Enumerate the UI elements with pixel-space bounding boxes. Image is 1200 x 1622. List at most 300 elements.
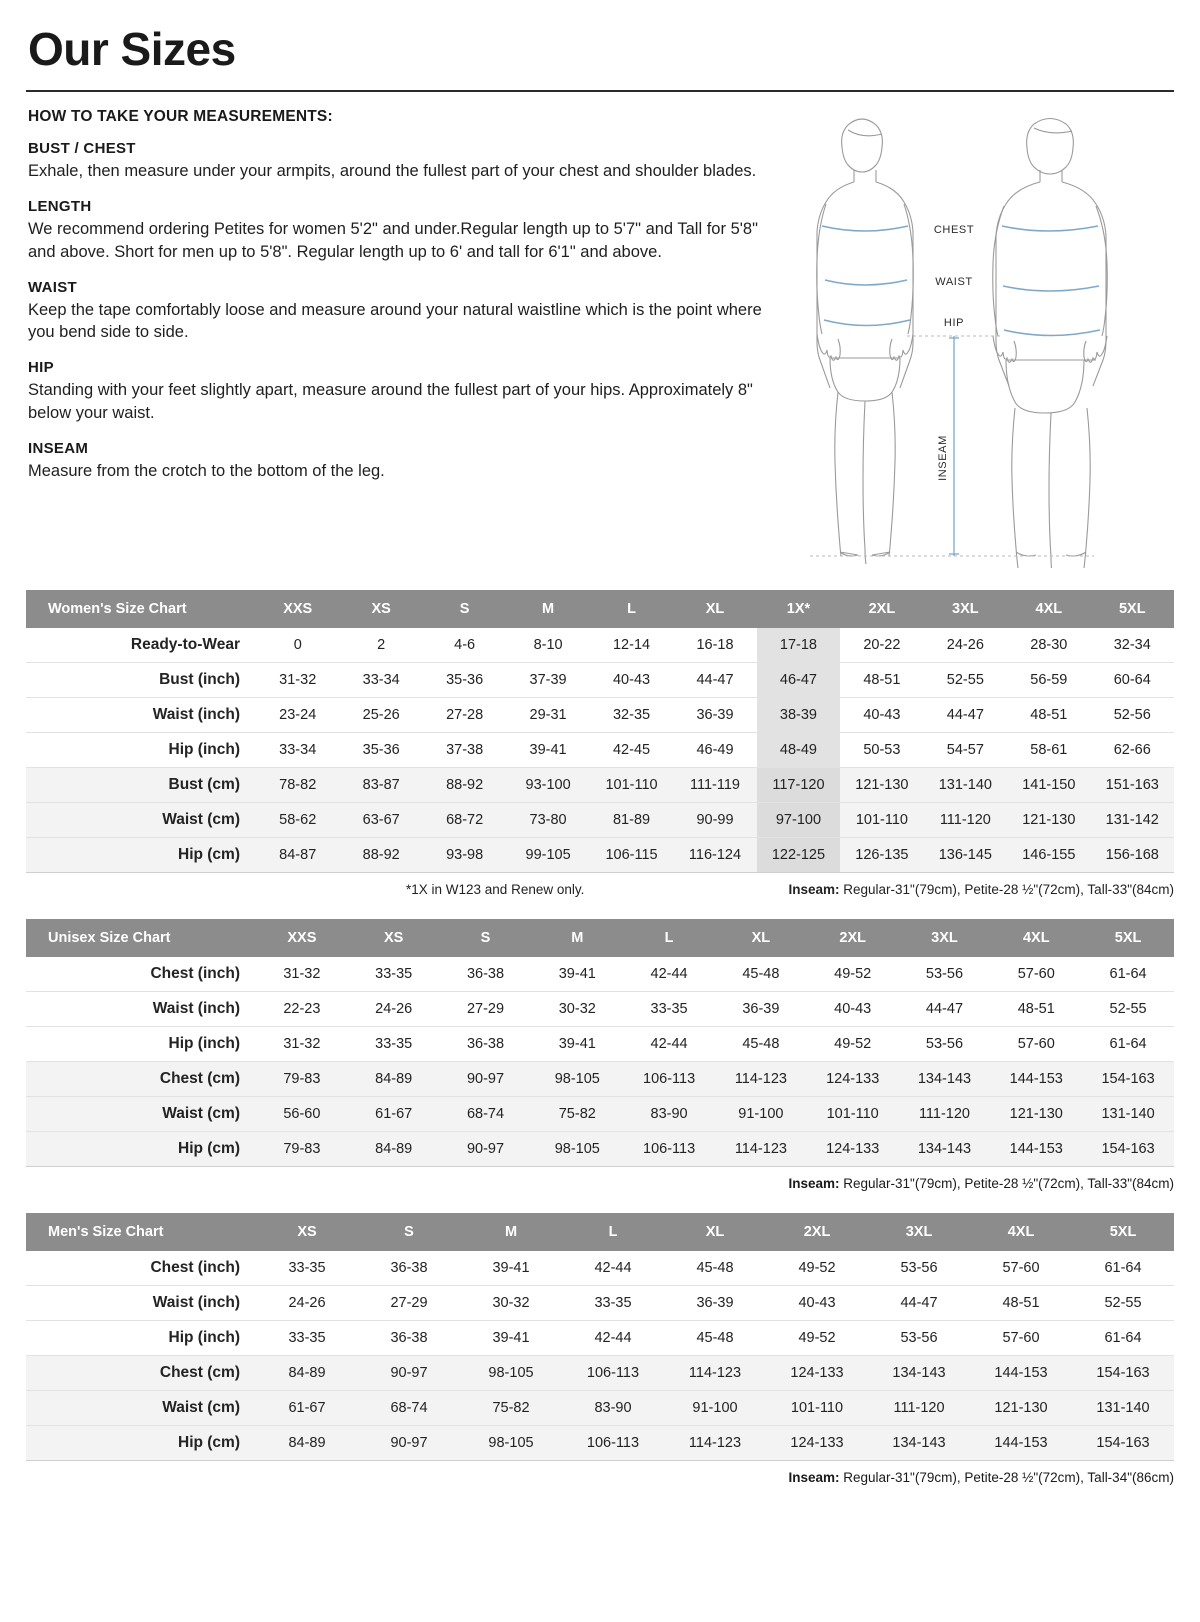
label-inseam: INSEAM xyxy=(937,435,949,481)
cell: 24-26 xyxy=(256,1286,358,1321)
table-row xyxy=(26,1097,1174,1132)
cell: 32-35 xyxy=(590,698,673,733)
figures-svg xyxy=(794,108,1174,568)
cell: 16-18 xyxy=(673,628,756,663)
col-header-m: M xyxy=(531,919,623,957)
inseam-note-label: Inseam: xyxy=(788,1176,840,1191)
table-row xyxy=(26,1286,1174,1321)
section-body-hip: Standing with your feet slightly apart, measure around the fullest part of your hips. Approximately 8" below your waist. xyxy=(28,381,753,422)
row-label: Waist (inch) xyxy=(26,1286,256,1321)
cell: 73-80 xyxy=(506,803,589,838)
cell: 37-39 xyxy=(506,663,589,698)
cell: 33-35 xyxy=(562,1286,664,1321)
cell: 93-98 xyxy=(423,838,506,873)
cell: 44-47 xyxy=(924,698,1007,733)
cell: 98-105 xyxy=(460,1426,562,1461)
cell: 75-82 xyxy=(531,1097,623,1132)
cell: 101-110 xyxy=(766,1391,868,1426)
measurement-instructions xyxy=(26,108,786,482)
cell: 24-26 xyxy=(348,992,440,1027)
cell: 31-32 xyxy=(256,663,339,698)
col-header-5xl: 5XL xyxy=(1072,1213,1174,1251)
row-label: Waist (cm) xyxy=(26,803,256,838)
cell: 39-41 xyxy=(460,1321,562,1356)
mens-size-chart-block xyxy=(26,1213,1174,1485)
col-header-title: Women's Size Chart xyxy=(26,590,256,628)
cell: 52-55 xyxy=(1082,992,1174,1027)
cell: 136-145 xyxy=(924,838,1007,873)
table-row xyxy=(26,1321,1174,1356)
cell: 45-48 xyxy=(664,1321,766,1356)
table-row xyxy=(26,992,1174,1027)
cell: 57-60 xyxy=(970,1321,1072,1356)
cell: 53-56 xyxy=(868,1321,970,1356)
cell: 39-41 xyxy=(506,733,589,768)
cell: 131-140 xyxy=(924,768,1007,803)
womens-table-notes xyxy=(26,882,1174,897)
cell: 154-163 xyxy=(1072,1356,1174,1391)
col-header-4xl: 4XL xyxy=(990,919,1082,957)
cell: 25-26 xyxy=(339,698,422,733)
inseam-line xyxy=(949,336,959,556)
row-label: Chest (cm) xyxy=(26,1356,256,1391)
cell: 111-120 xyxy=(924,803,1007,838)
table-row xyxy=(26,663,1174,698)
cell: 17-18 xyxy=(757,628,840,663)
table-row xyxy=(26,1426,1174,1461)
cell: 124-133 xyxy=(807,1132,899,1167)
cell: 33-35 xyxy=(256,1251,358,1286)
cell: 44-47 xyxy=(673,663,756,698)
col-header-m: M xyxy=(460,1213,562,1251)
cell: 48-51 xyxy=(840,663,923,698)
intro-section xyxy=(26,108,1174,568)
cell: 114-123 xyxy=(664,1426,766,1461)
section-title-length: LENGTH xyxy=(28,198,92,216)
row-label: Waist (cm) xyxy=(26,1097,256,1132)
cell: 40-43 xyxy=(590,663,673,698)
cell: 46-49 xyxy=(673,733,756,768)
cell: 2 xyxy=(339,628,422,663)
cell: 111-119 xyxy=(673,768,756,803)
table-row xyxy=(26,1132,1174,1167)
cell: 58-62 xyxy=(256,803,339,838)
cell: 27-28 xyxy=(423,698,506,733)
cell: 29-31 xyxy=(506,698,589,733)
row-label: Hip (inch) xyxy=(26,1321,256,1356)
cell: 124-133 xyxy=(807,1062,899,1097)
cell: 40-43 xyxy=(766,1286,868,1321)
col-header-l: L xyxy=(562,1213,664,1251)
title-divider xyxy=(26,90,1174,92)
section-title-waist: WAIST xyxy=(28,278,77,296)
cell: 144-153 xyxy=(990,1062,1082,1097)
cell: 62-66 xyxy=(1091,733,1174,768)
col-header-title: Unisex Size Chart xyxy=(26,919,256,957)
row-label: Chest (cm) xyxy=(26,1062,256,1097)
cell: 79-83 xyxy=(256,1062,348,1097)
cell: 45-48 xyxy=(664,1251,766,1286)
table-header-row xyxy=(26,590,1174,628)
cell: 42-44 xyxy=(562,1321,664,1356)
cell: 90-97 xyxy=(358,1356,460,1391)
row-label: Waist (cm) xyxy=(26,1391,256,1426)
cell: 61-67 xyxy=(348,1097,440,1132)
page-title: Our Sizes xyxy=(28,23,236,75)
cell: 90-97 xyxy=(440,1062,532,1097)
cell: 36-39 xyxy=(715,992,807,1027)
col-header-l: L xyxy=(590,590,673,628)
cell: 61-64 xyxy=(1072,1251,1174,1286)
cell: 35-36 xyxy=(339,733,422,768)
cell: 35-36 xyxy=(423,663,506,698)
cell: 48-51 xyxy=(1007,698,1090,733)
cell: 156-168 xyxy=(1091,838,1174,873)
table-row xyxy=(26,1062,1174,1097)
cell: 134-143 xyxy=(868,1426,970,1461)
cell: 126-135 xyxy=(840,838,923,873)
cell: 31-32 xyxy=(256,957,348,992)
cell: 144-153 xyxy=(990,1132,1082,1167)
section-body-length: We recommend ordering Petites for women 5'2" and under.Regular length up to 5'7" and Tall for 5'8" and above. Short for men up to 5'8". Regular length up to 6' and tall for 6'1" and above. xyxy=(28,220,758,261)
row-label: Waist (inch) xyxy=(26,698,256,733)
col-header-xxs: XXS xyxy=(256,590,339,628)
table-row xyxy=(26,1251,1174,1286)
cell: 79-83 xyxy=(256,1132,348,1167)
cell: 22-23 xyxy=(256,992,348,1027)
cell: 98-105 xyxy=(531,1132,623,1167)
cell: 146-155 xyxy=(1007,838,1090,873)
cell: 114-123 xyxy=(715,1132,807,1167)
cell: 32-34 xyxy=(1091,628,1174,663)
label-chest: CHEST xyxy=(933,224,975,236)
cell: 75-82 xyxy=(460,1391,562,1426)
cell: 91-100 xyxy=(715,1097,807,1132)
cell: 52-55 xyxy=(1072,1286,1174,1321)
cell: 45-48 xyxy=(715,957,807,992)
cell: 111-120 xyxy=(868,1391,970,1426)
cell: 144-153 xyxy=(970,1356,1072,1391)
col-header-1x: 1X* xyxy=(757,590,840,628)
cell: 106-115 xyxy=(590,838,673,873)
cell: 52-56 xyxy=(1091,698,1174,733)
table-row xyxy=(26,768,1174,803)
table-row xyxy=(26,1027,1174,1062)
male-figure xyxy=(993,119,1108,569)
cell: 61-64 xyxy=(1072,1321,1174,1356)
cell: 121-130 xyxy=(840,768,923,803)
cell: 33-34 xyxy=(256,733,339,768)
col-header-title: Men's Size Chart xyxy=(26,1213,256,1251)
col-header-xl: XL xyxy=(715,919,807,957)
cell: 134-143 xyxy=(899,1062,991,1097)
cell: 57-60 xyxy=(990,1027,1082,1062)
label-waist: WAIST xyxy=(935,276,973,288)
cell: 39-41 xyxy=(531,1027,623,1062)
row-label: Hip (inch) xyxy=(26,1027,256,1062)
cell: 90-97 xyxy=(440,1132,532,1167)
cell: 84-89 xyxy=(256,1356,358,1391)
cell: 84-89 xyxy=(256,1426,358,1461)
col-header-3xl: 3XL xyxy=(868,1213,970,1251)
cell: 57-60 xyxy=(970,1251,1072,1286)
cell: 58-61 xyxy=(1007,733,1090,768)
cell: 154-163 xyxy=(1082,1132,1174,1167)
cell: 46-47 xyxy=(757,663,840,698)
col-header-3xl: 3XL xyxy=(924,590,1007,628)
cell: 23-24 xyxy=(256,698,339,733)
cell: 53-56 xyxy=(899,1027,991,1062)
cell: 42-44 xyxy=(623,1027,715,1062)
table-row xyxy=(26,628,1174,663)
cell: 48-51 xyxy=(990,992,1082,1027)
col-header-l: L xyxy=(623,919,715,957)
cell: 99-105 xyxy=(506,838,589,873)
cell: 33-35 xyxy=(623,992,715,1027)
cell: 114-123 xyxy=(715,1062,807,1097)
col-header-5xl: 5XL xyxy=(1091,590,1174,628)
row-label: Hip (cm) xyxy=(26,838,256,873)
cell: 57-60 xyxy=(990,957,1082,992)
cell: 106-113 xyxy=(623,1132,715,1167)
table-row xyxy=(26,957,1174,992)
section-title-inseam: INSEAM xyxy=(28,439,89,457)
cell: 134-143 xyxy=(899,1132,991,1167)
col-header-2xl: 2XL xyxy=(807,919,899,957)
row-label: Hip (cm) xyxy=(26,1426,256,1461)
cell: 131-140 xyxy=(1072,1391,1174,1426)
cell: 61-64 xyxy=(1082,957,1174,992)
cell: 36-38 xyxy=(358,1251,460,1286)
size-guide-page xyxy=(0,22,1200,1622)
unisex-size-chart-block xyxy=(26,919,1174,1191)
cell: 68-72 xyxy=(423,803,506,838)
cell: 39-41 xyxy=(531,957,623,992)
cell: 78-82 xyxy=(256,768,339,803)
cell: 45-48 xyxy=(715,1027,807,1062)
col-header-5xl: 5XL xyxy=(1082,919,1174,957)
cell: 42-44 xyxy=(623,957,715,992)
cell: 39-41 xyxy=(460,1251,562,1286)
cell: 44-47 xyxy=(868,1286,970,1321)
inseam-note-label: Inseam: xyxy=(788,882,840,897)
row-label: Chest (inch) xyxy=(26,957,256,992)
section-body-waist: Keep the tape comfortably loose and measure around your natural waistline which is the point where you bend side to side. xyxy=(28,300,762,342)
cell: 101-110 xyxy=(807,1097,899,1132)
row-label: Ready-to-Wear xyxy=(26,628,256,663)
cell: 44-47 xyxy=(899,992,991,1027)
cell: 49-52 xyxy=(766,1321,868,1356)
cell: 111-120 xyxy=(899,1097,991,1132)
body-measurement-figures xyxy=(794,108,1174,568)
cell: 131-140 xyxy=(1082,1097,1174,1132)
cell: 0 xyxy=(256,628,339,663)
table-row xyxy=(26,803,1174,838)
col-header-xs: XS xyxy=(256,1213,358,1251)
col-header-xl: XL xyxy=(664,1213,766,1251)
cell: 61-64 xyxy=(1082,1027,1174,1062)
cell: 154-163 xyxy=(1082,1062,1174,1097)
cell: 38-39 xyxy=(757,698,840,733)
womens-size-chart xyxy=(26,590,1174,873)
section-body-inseam: Measure from the crotch to the bottom of the leg. xyxy=(28,461,385,480)
cell: 106-113 xyxy=(562,1356,664,1391)
cell: 33-35 xyxy=(348,957,440,992)
cell: 121-130 xyxy=(990,1097,1082,1132)
cell: 84-89 xyxy=(348,1062,440,1097)
row-label: Waist (inch) xyxy=(26,992,256,1027)
section-body-bust-chest: Exhale, then measure under your armpits, around the fullest part of your chest and shoulder blades. xyxy=(28,162,757,180)
female-figure xyxy=(817,119,914,564)
unisex-size-chart xyxy=(26,919,1174,1167)
unisex-inseam-note xyxy=(26,1176,1174,1191)
row-label: Hip (inch) xyxy=(26,733,256,768)
cell: 40-43 xyxy=(807,992,899,1027)
cell: 124-133 xyxy=(766,1426,868,1461)
cell: 121-130 xyxy=(1007,803,1090,838)
col-header-2xl: 2XL xyxy=(766,1213,868,1251)
cell: 84-89 xyxy=(348,1132,440,1167)
col-header-m: M xyxy=(506,590,589,628)
cell: 83-90 xyxy=(623,1097,715,1132)
cell: 63-67 xyxy=(339,803,422,838)
cell: 90-99 xyxy=(673,803,756,838)
cell: 83-87 xyxy=(339,768,422,803)
cell: 68-74 xyxy=(358,1391,460,1426)
cell: 91-100 xyxy=(664,1391,766,1426)
cell: 50-53 xyxy=(840,733,923,768)
table-row xyxy=(26,733,1174,768)
col-header-3xl: 3XL xyxy=(899,919,991,957)
cell: 33-34 xyxy=(339,663,422,698)
cell: 27-29 xyxy=(440,992,532,1027)
cell: 33-35 xyxy=(348,1027,440,1062)
table-row xyxy=(26,1356,1174,1391)
cell: 40-43 xyxy=(840,698,923,733)
cell: 42-45 xyxy=(590,733,673,768)
cell: 42-44 xyxy=(562,1251,664,1286)
row-label: Bust (cm) xyxy=(26,768,256,803)
cell: 154-163 xyxy=(1072,1426,1174,1461)
row-label: Bust (inch) xyxy=(26,663,256,698)
cell: 81-89 xyxy=(590,803,673,838)
row-label: Hip (cm) xyxy=(26,1132,256,1167)
instructions-heading: HOW TO TAKE YOUR MEASUREMENTS: xyxy=(28,108,333,125)
cell: 151-163 xyxy=(1091,768,1174,803)
cell: 93-100 xyxy=(506,768,589,803)
cell: 30-32 xyxy=(531,992,623,1027)
section-title-bust-chest: BUST / CHEST xyxy=(28,140,136,157)
table-row xyxy=(26,1391,1174,1426)
col-header-2xl: 2XL xyxy=(840,590,923,628)
cell: 61-67 xyxy=(256,1391,358,1426)
cell: 37-38 xyxy=(423,733,506,768)
cell: 98-105 xyxy=(460,1356,562,1391)
inseam-note-label: Inseam: xyxy=(788,1470,840,1485)
section-title-hip: HIP xyxy=(28,359,54,377)
label-hip: HIP xyxy=(943,317,965,329)
cell: 48-49 xyxy=(757,733,840,768)
cell: 144-153 xyxy=(970,1426,1072,1461)
mens-inseam-note xyxy=(26,1470,1174,1485)
col-header-s: S xyxy=(440,919,532,957)
col-header-xl: XL xyxy=(673,590,756,628)
womens-inseam-note xyxy=(584,882,1174,897)
womens-size-chart-block xyxy=(26,590,1174,897)
cell: 30-32 xyxy=(460,1286,562,1321)
guide-lines xyxy=(810,336,1094,556)
cell: 20-22 xyxy=(840,628,923,663)
cell: 12-14 xyxy=(590,628,673,663)
cell: 53-56 xyxy=(899,957,991,992)
cell: 33-35 xyxy=(256,1321,358,1356)
cell: 53-56 xyxy=(868,1251,970,1286)
footnote-1x: *1X in W123 and Renew only. xyxy=(406,882,585,897)
col-header-s: S xyxy=(358,1213,460,1251)
col-header-4xl: 4XL xyxy=(1007,590,1090,628)
col-header-xxs: XXS xyxy=(256,919,348,957)
cell: 121-130 xyxy=(970,1391,1072,1426)
cell: 84-87 xyxy=(256,838,339,873)
cell: 122-125 xyxy=(757,838,840,873)
cell: 48-51 xyxy=(970,1286,1072,1321)
cell: 98-105 xyxy=(531,1062,623,1097)
col-header-xs: XS xyxy=(339,590,422,628)
cell: 36-39 xyxy=(673,698,756,733)
cell: 101-110 xyxy=(590,768,673,803)
cell: 88-92 xyxy=(339,838,422,873)
col-header-4xl: 4XL xyxy=(970,1213,1072,1251)
cell: 49-52 xyxy=(807,1027,899,1062)
cell: 24-26 xyxy=(924,628,1007,663)
cell: 90-97 xyxy=(358,1426,460,1461)
cell: 97-100 xyxy=(757,803,840,838)
cell: 8-10 xyxy=(506,628,589,663)
table-header-row xyxy=(26,919,1174,957)
cell: 106-113 xyxy=(623,1062,715,1097)
cell: 106-113 xyxy=(562,1426,664,1461)
cell: 28-30 xyxy=(1007,628,1090,663)
cell: 134-143 xyxy=(868,1356,970,1391)
inseam-note-text: Regular-31"(79cm), Petite-28 ½"(72cm), Tall-33"(84cm) xyxy=(839,1176,1174,1191)
cell: 141-150 xyxy=(1007,768,1090,803)
cell: 117-120 xyxy=(757,768,840,803)
cell: 131-142 xyxy=(1091,803,1174,838)
cell: 56-59 xyxy=(1007,663,1090,698)
col-header-xs: XS xyxy=(348,919,440,957)
row-label: Chest (inch) xyxy=(26,1251,256,1286)
table-row xyxy=(26,838,1174,873)
cell: 49-52 xyxy=(807,957,899,992)
cell: 83-90 xyxy=(562,1391,664,1426)
col-header-s: S xyxy=(423,590,506,628)
cell: 27-29 xyxy=(358,1286,460,1321)
cell: 68-74 xyxy=(440,1097,532,1132)
inseam-note-text: Regular-31"(79cm), Petite-28 ½"(72cm), Tall-34"(86cm) xyxy=(839,1470,1174,1485)
cell: 36-38 xyxy=(358,1321,460,1356)
cell: 49-52 xyxy=(766,1251,868,1286)
cell: 56-60 xyxy=(256,1097,348,1132)
mens-size-chart xyxy=(26,1213,1174,1461)
cell: 60-64 xyxy=(1091,663,1174,698)
table-row xyxy=(26,698,1174,733)
cell: 124-133 xyxy=(766,1356,868,1391)
cell: 36-39 xyxy=(664,1286,766,1321)
cell: 31-32 xyxy=(256,1027,348,1062)
cell: 52-55 xyxy=(924,663,1007,698)
cell: 4-6 xyxy=(423,628,506,663)
cell: 116-124 xyxy=(673,838,756,873)
